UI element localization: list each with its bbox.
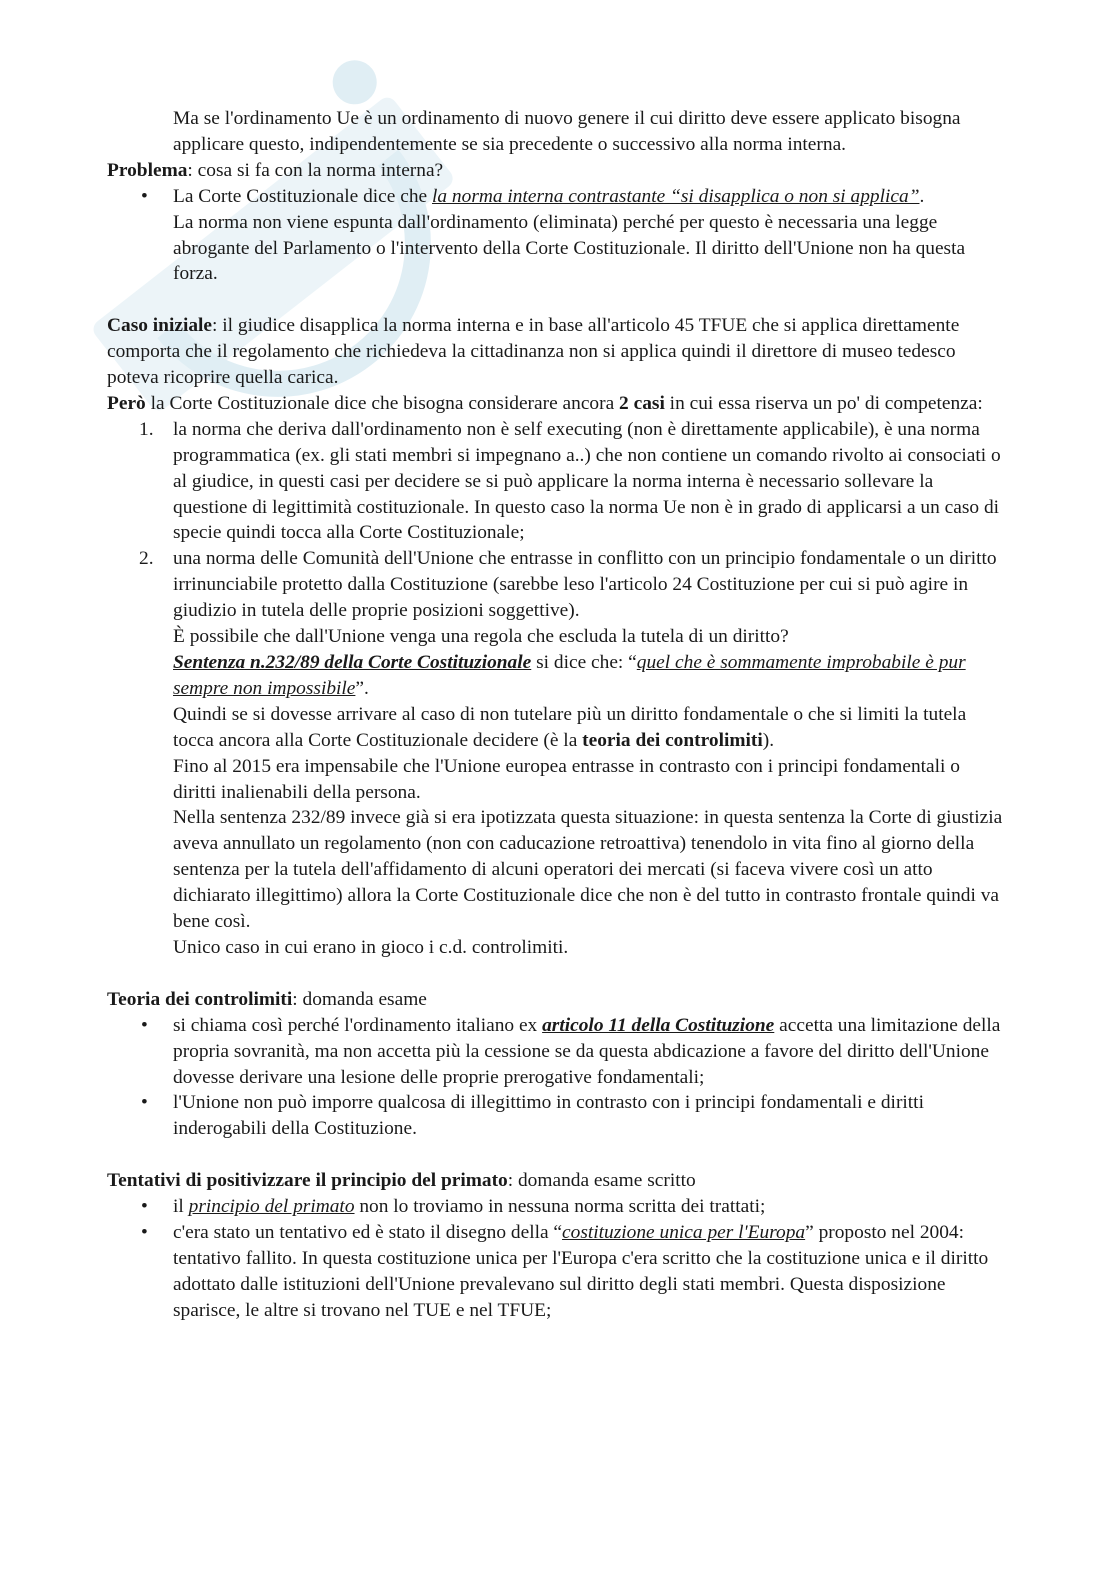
- list-item-2-text-a: una norma delle Comunità dell'Unione che entrasse in conflitto con un principio fondamentale o un diritto irrinunciabile protetto dalla Costituzione (sarebbe leso l'articolo 24 Costituzione per cui si può agire in giudizio in tutela delle proprie posizioni soggettive).: [173, 548, 997, 622]
- list-number-2: 2.: [139, 548, 154, 570]
- bullet-icon: •: [141, 1221, 148, 1243]
- problema-quote: la norma interna contrastante “si disapplica o non si applica”: [432, 185, 920, 207]
- teoria-bullet-2: • l'Unione non può imporre qualcosa di illegittimo in contrasto con i principi fondamentali e diritti inderogabili della Costituzione.: [141, 1092, 924, 1140]
- list-item-2-text-b: È possibile che dall'Unione venga una regola che escluda la tutela di un diritto?: [173, 626, 789, 648]
- list-item-1: [107, 417, 1007, 547]
- bullet-icon: •: [141, 1092, 148, 1114]
- bullet-icon: •: [141, 1014, 148, 1036]
- tentativi-bullet-2: • c'era stato un tentativo ed è stato il disegno della “costituzione unica per l'Europa” proposto nel 2004: tentativo fallito. In questa costituzione unica per l'Europa c'era scritto che la costituzione unica e il diritto adottato dalle istituzioni dell'Unione prevalevano sul diritto degli stati membri. Questa disposizione sparisce, le altre si trovano nel TUE e nel TFUE;: [141, 1221, 989, 1321]
- problema-bullet-line: La Corte Costituzionale dice che la norma interna contrastante “si disapplica o non si applica”.: [173, 185, 925, 207]
- sentenza-line: Sentenza n.232/89 della Corte Costituzionale si dice che: “quel che è sommamente improbabile è pur sempre non impossibile”.: [173, 652, 966, 699]
- teoria-bullet-1: • si chiama così perché l'ordinamento italiano ex articolo 11 della Costituzione accetta una limitazione della propria sovranità, ma non accetta più la cessione se da questa abdicazione a favore del diritto dell'Unione dovesse derivare una lesione delle proprie prerogative fondamentali;: [141, 1014, 1001, 1088]
- tentativi-bullet-1: • il principio del primato non lo troviamo in nessuna norma scritta dei trattati;: [107, 1194, 1007, 1220]
- problema-heading: [107, 158, 1007, 184]
- tentativi-label: Tentativi di positivizzare il principio del primato: [107, 1170, 508, 1192]
- principio-primato-link: principio del primato: [188, 1196, 355, 1218]
- casi-label: 2 casi: [619, 392, 665, 414]
- teoria-label: Teoria dei controlimiti: [107, 988, 293, 1010]
- list-item-2-text-e: Nella sentenza 232/89 invece già si era ipotizzata questa situazione: in questa sentenza la Corte di giustizia aveva annullato un regolamento (non con caducazione retroattiva) tenendolo in vita fino al giorno della sentenza per la tutela dell'affidamento di alcuni operatori dei mercati (si faceva vivere così un atto dichiarato illegittimo) allora la Corte Costituzionale dice che non è del tutto in contrasto frontale quindi va bene così.: [173, 807, 1003, 933]
- intro-paragraph: Ma se l'ordinamento Ue è un ordinamento di nuovo genere il cui diritto deve essere applicato bisogna applicare questo, indipendentemente se sia precedente o successivo alla norma interna.: [173, 108, 961, 155]
- list-item-2-text-d: Fino al 2015 era impensabile che l'Unione europea entrasse in contrasto con i principi fondamentali o diritti inalienabili della persona.: [173, 755, 960, 803]
- problema-bullet-para: La norma non viene espunta dall'ordinamento (eliminata) perché per questo è necessaria una legge abrogante del Parlamento o l'intervento della Corte Costituzionale. Il diritto dell'Unione non ha questa forza.: [173, 211, 966, 285]
- sentenza-quote: quel che è sommamente improbabile è pur sempre non impossibile: [173, 652, 966, 699]
- caso-label: Caso iniziale: [107, 315, 213, 337]
- problema-text: : cosa si fa con la norma interna?: [187, 159, 444, 181]
- bullet-icon: •: [141, 1196, 148, 1218]
- costituzione-unica-link: costituzione unica per l'Europa: [562, 1221, 806, 1243]
- articolo-11-link: articolo 11 della Costituzione: [542, 1014, 775, 1036]
- teoria-controlimiti-bold: teoria dei controlimiti: [582, 729, 763, 751]
- sentenza-link: Sentenza n.232/89 della Corte Costituzionale: [173, 652, 532, 674]
- list-item-1-text: la norma che deriva dall'ordinamento non è self executing (non è direttamente applicabile), è una norma programmatica (ex. gli stati membri si impegnano a..) che non contiene un comando rivolto ai consociati o al giudice, in questi casi per decidere se si può applicare la norma interna è necessario sollevare la questione di legittimità costituzionale. In questo caso la norma Ue non è in grado di applicarsi a un caso di specie quindi tocca alla Corte Costituzionale;: [173, 418, 1001, 544]
- pero-paragraph: Però la Corte Costituzionale dice che bisogna considerare ancora 2 casi in cui essa riserva un po' di competenza:: [107, 392, 983, 414]
- problema-bullet: [107, 184, 1007, 288]
- caso-paragraph: Caso iniziale: il giudice disapplica la norma interna e in base all'articolo 45 TFUE che si applica direttamente comporta che il regolamento che richiedeva la cittadinanza non si applica quindi il direttore di museo tedesco poteva ricoprire quella carica.: [107, 315, 960, 389]
- bullet-icon: •: [141, 185, 148, 207]
- list-number-1: 1.: [139, 418, 154, 440]
- list-item-2-text-c: Quindi se si dovesse arrivare al caso di non tutelare più un diritto fondamentale o che si limiti la tutela tocca ancora alla Corte Costituzionale decidere (è la teoria dei controlimiti).: [173, 703, 967, 751]
- watermark-dot: [324, 51, 386, 113]
- teoria-heading: Teoria dei controlimiti: domanda esame: [107, 988, 427, 1010]
- list-item-2-text-f: Unico caso in cui erano in gioco i c.d. controlimiti.: [173, 936, 569, 958]
- pero-label: Però: [107, 392, 146, 414]
- problema-label: Problema: [107, 159, 188, 181]
- list-item-2: [107, 546, 1007, 961]
- document-page: [107, 106, 1007, 1324]
- tentativi-heading: Tentativi di positivizzare il principio del primato: domanda esame scritto: [107, 1170, 696, 1192]
